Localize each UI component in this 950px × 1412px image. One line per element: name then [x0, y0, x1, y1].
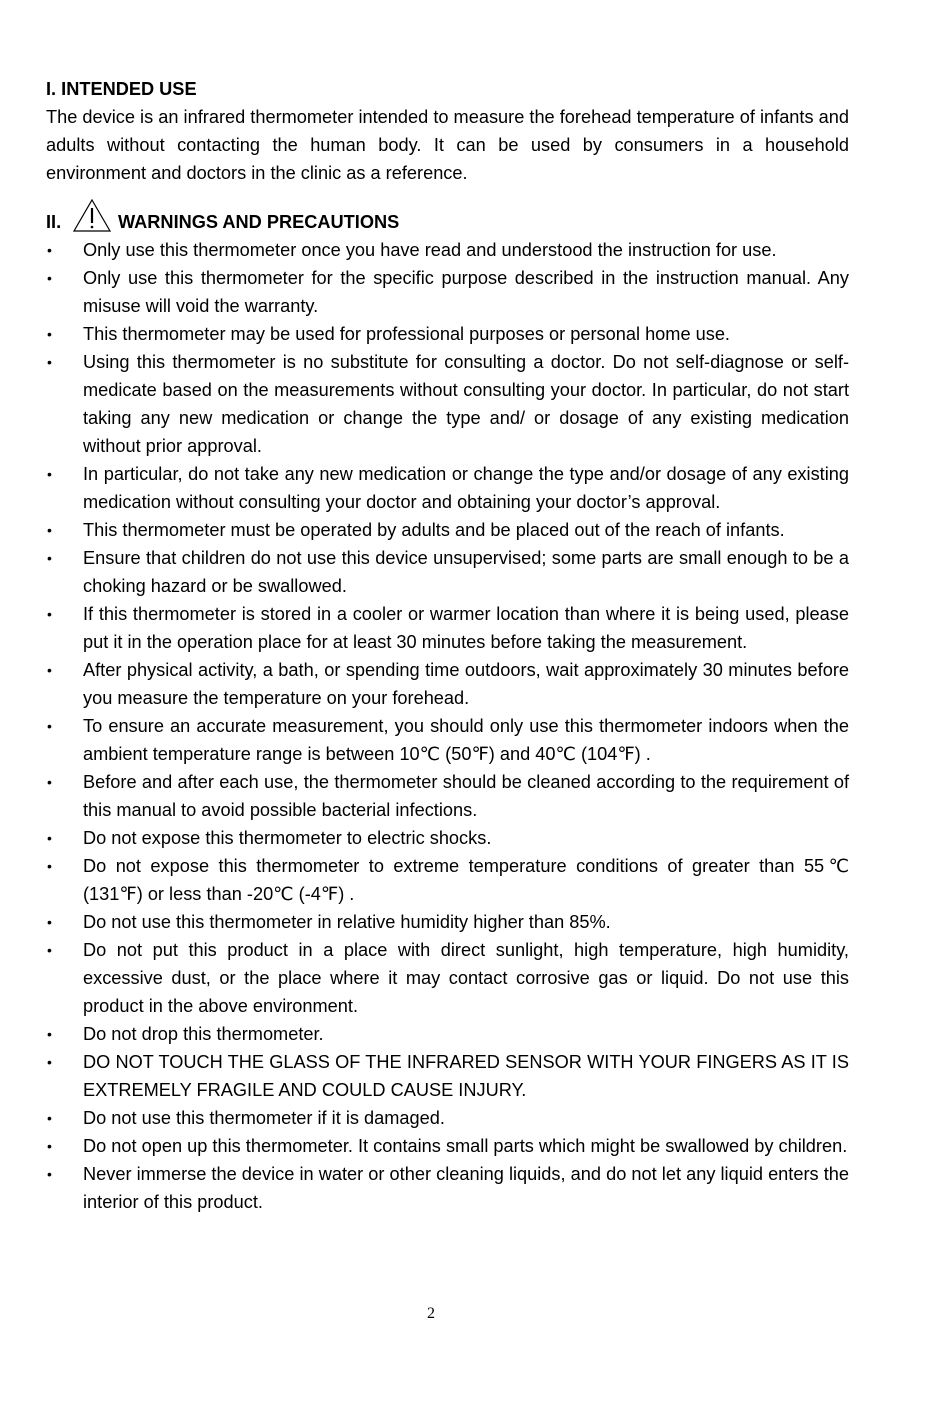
list-item-text: Only use this thermometer for the specific purpose described in the instruction manual. Any misuse will void the warranty. [83, 268, 849, 316]
list-item-text: Only use this thermometer once you have read and understood the instruction for use. [83, 240, 777, 260]
bullet-icon: • [47, 354, 52, 370]
list-item-text: Never immerse the device in water or other cleaning liquids, and do not let any liquid enters the interior of this product. [83, 1164, 849, 1212]
bullet-icon: • [47, 662, 52, 678]
bullet-icon: • [47, 774, 52, 790]
bullet-icon: • [47, 326, 52, 342]
section-warnings-title: WARNINGS AND PRECAUTIONS [118, 212, 400, 232]
list-item-text: Ensure that children do not use this device unsupervised; some parts are small enough to be a choking hazard or be swallowed. [83, 548, 849, 596]
list-item [46, 264, 849, 320]
list-item [46, 712, 849, 768]
list-item-text: In particular, do not take any new medication or change the type and/or dosage of any existing medication without consulting your doctor and obtaining your doctor’s approval. [83, 464, 849, 512]
bullet-icon: • [47, 466, 52, 482]
list-item-text: After physical activity, a bath, or spending time outdoors, wait approximately 30 minutes before you measure the temperature on your forehead. [83, 660, 849, 708]
list-item [46, 1160, 849, 1216]
bullet-icon: • [47, 242, 52, 258]
section-intended-use-title: I. INTENDED USE [46, 79, 197, 99]
list-item-text: DO NOT TOUCH THE GLASS OF THE INFRARED SENSOR WITH YOUR FINGERS AS IT IS EXTREMELY FRAGILE AND COULD CAUSE INJURY. [83, 1052, 849, 1100]
bullet-icon: • [47, 858, 52, 874]
section-number: II. [46, 212, 62, 232]
bullet-icon: • [47, 942, 52, 958]
list-item-text: Do not use this thermometer in relative humidity higher than 85%. [83, 912, 611, 932]
list-item-text: This thermometer may be used for professional purposes or personal home use. [83, 324, 730, 344]
list-item-text: Do not put this product in a place with direct sunlight, high temperature, high humidity, excessive dust, or the place where it may contact corrosive gas or liquid. Do not use this product in the above environment. [83, 940, 849, 1016]
list-item [46, 1104, 849, 1132]
list-item [46, 1132, 849, 1160]
bullet-icon: • [47, 718, 52, 734]
bullet-icon: • [47, 1138, 52, 1154]
list-item-text: Do not drop this thermometer. [83, 1024, 324, 1044]
list-item-text: To ensure an accurate measurement, you should only use this thermometer indoors when the ambient temperature range is between 10℃ (50℉) and 40℃ (104℉) . [83, 716, 849, 764]
list-item-text: Before and after each use, the thermometer should be cleaned according to the requirement of this manual to avoid possible bacterial infections. [83, 772, 849, 820]
list-item-text: Do not open up this thermometer. It contains small parts which might be swallowed by children. [83, 1136, 848, 1156]
list-item [46, 516, 849, 544]
bullet-icon: • [47, 830, 52, 846]
list-item [46, 544, 849, 600]
warning-triangle-icon [72, 198, 112, 234]
bullet-icon: • [47, 522, 52, 538]
list-item [46, 908, 849, 936]
bullet-icon: • [47, 1166, 52, 1182]
list-item-text: Using this thermometer is no substitute for consulting a doctor. Do not self-diagnose or self-medicate based on the measurements without consulting your doctor. In particular, do not start taking any new medication or change the type and/ or dosage of any existing medication without prior approval. [83, 352, 849, 456]
page-number: 2 [427, 1305, 435, 1322]
list-item-text: Do not expose this thermometer to electric shocks. [83, 828, 492, 848]
list-item-text: Do not use this thermometer if it is damaged. [83, 1108, 445, 1128]
bullet-icon: • [47, 1054, 52, 1070]
list-item [46, 348, 849, 460]
warnings-list [46, 236, 849, 1216]
document-page [46, 75, 849, 1216]
section-intended-use-body: The device is an infrared thermometer intended to measure the forehead temperature of infants and adults without contacting the human body. It can be used by consumers in a household environment and doctors in the clinic as a reference. [46, 107, 849, 183]
bullet-icon: • [47, 550, 52, 566]
list-item [46, 460, 849, 516]
list-item-text: This thermometer must be operated by adults and be placed out of the reach of infants. [83, 520, 785, 540]
list-item [46, 236, 849, 264]
bullet-icon: • [47, 914, 52, 930]
list-item [46, 320, 849, 348]
list-item [46, 936, 849, 1020]
list-item [46, 824, 849, 852]
bullet-icon: • [47, 1110, 52, 1126]
list-item [46, 656, 849, 712]
list-item [46, 1048, 849, 1104]
bullet-icon: • [47, 1026, 52, 1042]
list-item-text: If this thermometer is stored in a cooler or warmer location than where it is being used, please put it in the operation place for at least 30 minutes before taking the measurement. [83, 604, 849, 652]
section-warnings-heading [46, 202, 849, 236]
list-item [46, 1020, 849, 1048]
bullet-icon: • [47, 270, 52, 286]
list-item [46, 768, 849, 824]
bullet-icon: • [47, 606, 52, 622]
list-item [46, 600, 849, 656]
list-item [46, 852, 849, 908]
list-item-text: Do not expose this thermometer to extreme temperature conditions of greater than 55℃ (131℉) or less than -20℃ (-4℉) . [83, 856, 849, 904]
